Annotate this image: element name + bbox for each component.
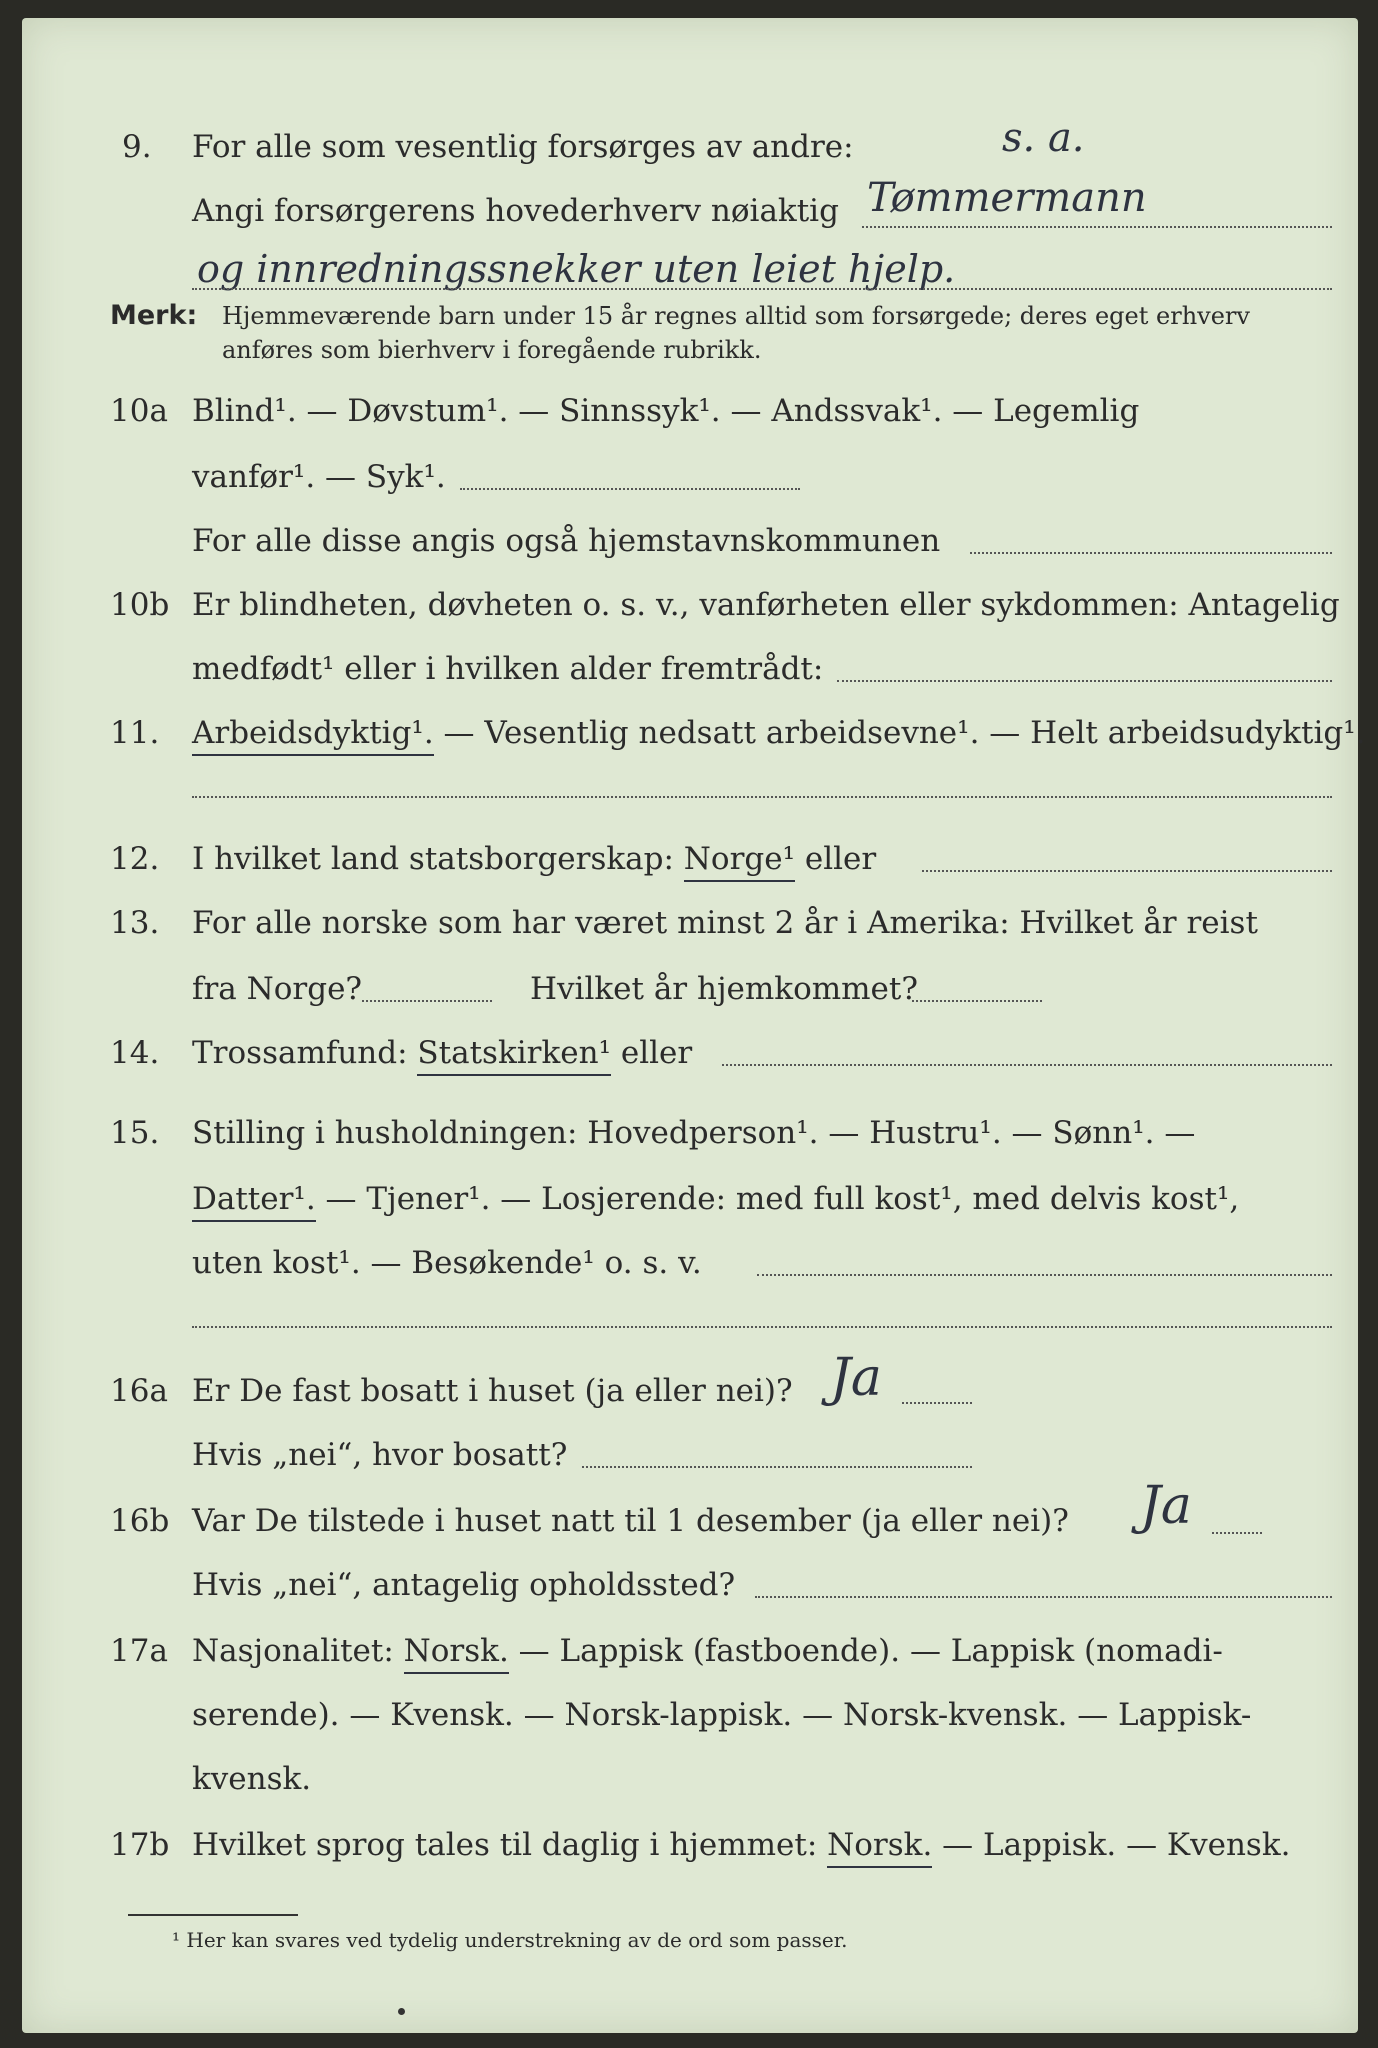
q10a-number: 10a <box>110 393 168 429</box>
q15-fill-line <box>757 1266 1332 1276</box>
ink-dot <box>398 2008 405 2015</box>
q14-underlined-option: Statskirken¹ <box>417 1035 611 1076</box>
q16b-handwritten-answer: Ja <box>1140 1476 1192 1536</box>
q15-fill-line-2 <box>192 1318 1332 1328</box>
q17b-underlined-option: Norsk. <box>827 1827 932 1868</box>
q16b-line1: Var De tilstede i huset natt til 1 desember (ja eller nei)? <box>192 1503 1069 1539</box>
q13-fill-line-1 <box>362 992 492 1002</box>
q15-line1: Stilling i husholdningen: Hovedperson¹. — Hustru¹. — Sønn¹. — <box>192 1115 1196 1151</box>
q11-number: 11. <box>110 715 160 751</box>
q17b-text: Hvilket sprog tales til daglig i hjemmet: <box>192 1827 828 1863</box>
q16b-fill-line-2 <box>755 1588 1332 1598</box>
q10b-line1: Er blindheten, døvheten o. s. v., vanførheten eller sykdommen: Antagelig <box>192 587 1340 623</box>
q11-underlined-option: Arbeidsdyktig¹. <box>192 715 434 756</box>
q12-line <box>192 841 877 877</box>
q15-line2 <box>192 1181 1240 1217</box>
q17a-line1-rest: — Lappisk (fastboende). — Lappisk (nomadi- <box>508 1633 1223 1669</box>
q13-fill-line-2 <box>912 992 1042 1002</box>
q14-post: eller <box>611 1035 693 1071</box>
q9-number: 9. <box>122 129 152 165</box>
q9-fill-line-2 <box>192 280 1332 290</box>
q10a-fill-line <box>460 480 800 490</box>
q16b-fill-line <box>1212 1524 1262 1534</box>
q16a-fill-line-2 <box>582 1458 972 1468</box>
footnote: ¹ Her kan svares ved tydelig understrekning av de ord som passer. <box>172 1928 848 1952</box>
q10a-line2: vanfør¹. — Syk¹. <box>192 459 446 495</box>
q17a-line2: serende). — Kvensk. — Norsk-lappisk. — Norsk-kvensk. — Lappisk- <box>192 1697 1252 1733</box>
q14-number: 14. <box>110 1035 160 1071</box>
q14-text: Trossamfund: <box>192 1035 418 1071</box>
q10a-line1: Blind¹. — Døvstum¹. — Sinnssyk¹. — Andssvak¹. — Legemlig <box>192 393 1140 429</box>
q15-line2-rest: — Tjener¹. — Losjerende: med full kost¹, med delvis kost¹, <box>315 1181 1240 1217</box>
q16a-line2: Hvis „nei“, hvor bosatt? <box>192 1437 568 1473</box>
q16a-number: 16a <box>110 1373 168 1409</box>
q11-line <box>192 715 1366 751</box>
merk-line1: Hjemmeværende barn under 15 år regnes alltid som forsørgede; deres eget erhverv <box>222 302 1250 330</box>
q11-rest: — Vesentlig nedsatt arbeidsevne¹. — Helt arbeidsudyktig¹. <box>433 715 1366 751</box>
q10b-number: 10b <box>110 587 170 623</box>
q15-number: 15. <box>110 1115 160 1151</box>
q15-line3: uten kost¹. — Besøkende¹ o. s. v. <box>192 1245 702 1281</box>
q16b-number: 16b <box>110 1503 170 1539</box>
q17a-line3: kvensk. <box>192 1761 312 1797</box>
q10b-fill-line <box>837 672 1332 682</box>
q14-line <box>192 1035 693 1071</box>
merk-line2: anføres som bierhverv i foregående rubrikk. <box>222 336 762 364</box>
q14-fill-line <box>722 1056 1332 1066</box>
q13-number: 13. <box>110 905 160 941</box>
q17a-underlined-option: Norsk. <box>404 1633 509 1674</box>
q13-line2a: fra Norge? <box>192 971 363 1007</box>
q10a-fill-line-2 <box>970 544 1332 554</box>
q10b-line2: medfødt¹ eller i hvilken alder fremtrådt: <box>192 651 824 687</box>
q9-line1: For alle som vesentlig forsørges av andre: <box>192 129 854 165</box>
q17b-line <box>192 1827 1291 1863</box>
footnote-divider <box>128 1914 298 1916</box>
q9-handwritten-1: s. a. <box>1002 115 1085 161</box>
q13-line2b: Hvilket år hjemkommet? <box>530 971 918 1007</box>
q10a-line3: For alle disse angis også hjemstavnskommunen <box>192 523 941 559</box>
census-form-page <box>22 18 1366 2033</box>
q16a-fill-line <box>902 1394 972 1404</box>
q11-fill-line <box>192 788 1332 798</box>
q16a-handwritten-answer: Ja <box>830 1348 882 1408</box>
q12-number: 12. <box>110 841 160 877</box>
q13-line1: For alle norske som har været minst 2 år i Amerika: Hvilket år reist <box>192 905 1258 941</box>
q12-post: eller <box>795 841 877 877</box>
q17a-line1 <box>192 1633 1223 1669</box>
q12-text: I hvilket land statsborgerskap: <box>192 841 684 877</box>
q16b-line2: Hvis „nei“, antagelig opholdssted? <box>192 1567 736 1603</box>
q9-handwritten-3: og innredningssnekker uten leiet hjelp. <box>197 247 956 291</box>
q17b-number: 17b <box>110 1827 170 1863</box>
q9-fill-line <box>862 218 1332 228</box>
q12-underlined-option: Norge¹ <box>684 841 795 882</box>
q9-handwritten-2: Tømmermann <box>867 175 1147 221</box>
merk-label: Merk: <box>110 300 198 331</box>
q17a-text: Nasjonalitet: <box>192 1633 404 1669</box>
q9-line2: Angi forsørgerens hovederhverv nøiaktig <box>192 193 839 229</box>
q15-underlined-option: Datter¹. <box>192 1181 316 1222</box>
q17a-number: 17a <box>110 1633 168 1669</box>
q16a-line1: Er De fast bosatt i huset (ja eller nei)? <box>192 1373 793 1409</box>
q12-fill-line <box>922 862 1332 872</box>
q17b-rest: — Lappisk. — Kvensk. <box>932 1827 1291 1863</box>
